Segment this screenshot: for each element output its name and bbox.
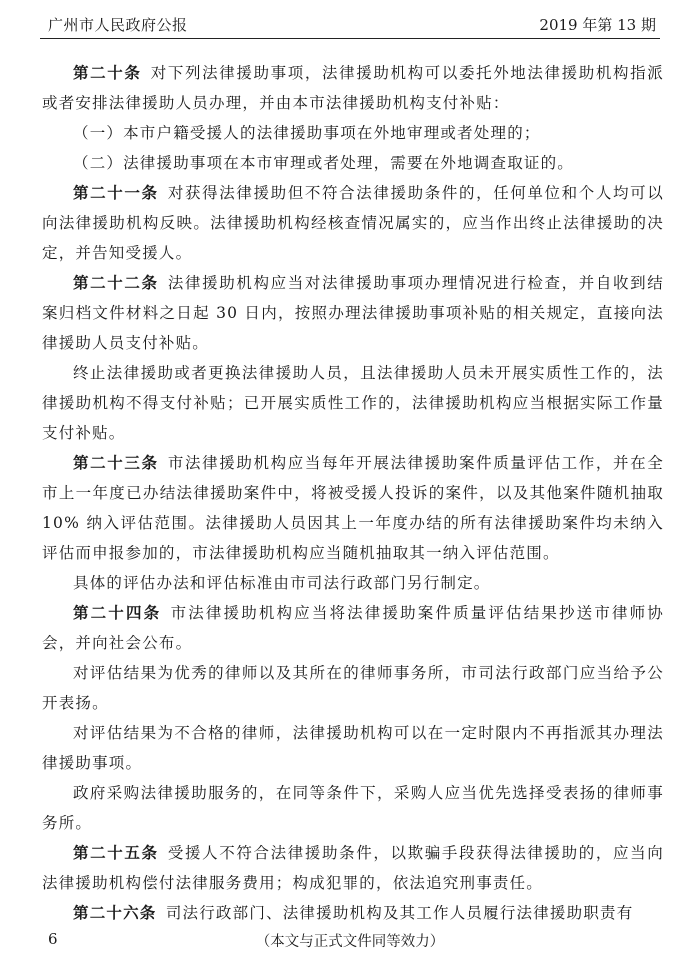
- article-number: 第二十三条: [73, 453, 159, 472]
- paragraph: [42, 718, 664, 778]
- paragraph-text: 司法行政部门、法律援助机构及其工作人员履行法律援助职责有: [165, 904, 634, 922]
- paragraph-text: 对评估结果为优秀的律师以及其所在的律师事务所，市司法行政部门应当给予公开表扬。: [42, 664, 664, 712]
- paragraph-text: 具体的评估办法和评估标准由市司法行政部门另行制定。: [73, 574, 491, 592]
- page-number: 6: [48, 930, 58, 948]
- paragraph-text: 对下列法律援助事项，法律援助机构可以委托外地法律援助机构指派或者安排法律援助人员办理，并由本市法律援助机构支付补贴：: [42, 64, 664, 112]
- paragraph-text: （一）本市户籍受援人的法律援助事项在外地审理或者处理的；: [73, 124, 541, 142]
- paragraph-text: 对评估结果为不合格的律师，法律援助机构可以在一定时限内不再指派其办理法律援助事项。: [42, 724, 664, 772]
- article-number: 第二十五条: [73, 843, 159, 862]
- paragraph: [42, 898, 664, 928]
- paragraph-text: 受援人不符合法律援助条件，以欺骗手段获得法律援助的，应当向法律援助机构偿付法律服务费用；构成犯罪的，依法追究刑事责任。: [42, 844, 664, 892]
- paragraph: [42, 268, 664, 358]
- paragraph: [42, 448, 664, 568]
- article-number: 第二十六条: [73, 903, 157, 922]
- article-number: 第二十二条: [73, 273, 159, 292]
- publication-title: 广州市人民政府公报: [48, 16, 188, 34]
- paragraph-text: 市法律援助机构应当将法律援助案件质量评估结果抄送市律师协会，并向社会公布。: [42, 604, 664, 652]
- page-header: [40, 10, 660, 39]
- paragraph: [42, 58, 664, 118]
- issue-number: 2019 年第 13 期: [539, 16, 656, 34]
- paragraph-text: 对获得法律援助但不符合法律援助条件的，任何单位和个人均可以向法律援助机构反映。法律援助机构经核查情况属实的，应当作出终止法律援助的决定，并告知受援人。: [42, 184, 664, 262]
- article-number: 第二十条: [73, 63, 142, 82]
- paragraph: [42, 148, 664, 178]
- paragraph: [42, 838, 664, 898]
- document-body: [42, 58, 664, 928]
- article-number: 第二十一条: [73, 183, 159, 202]
- article-number: 第二十四条: [73, 603, 162, 622]
- paragraph-text: 市法律援助机构应当每年开展法律援助案件质量评估工作，并在全市上一年度已办结法律援助案件中，将被受援人投诉的案件，以及其他案件随机抽取 10% 纳入评估范围。法律援助人员因其上一年度办结的所有法律援助案件均未纳入评估而申报参加的，市法律援助机构应当随机抽取其一纳入评估范围。: [42, 454, 664, 562]
- paragraph-text: 政府采购法律援助服务的，在同等条件下，采购人应当优先选择受表扬的律师事务所。: [42, 784, 664, 832]
- footer-note: （本文与正式文件同等效力）: [255, 934, 445, 950]
- paragraph: [42, 598, 664, 658]
- paragraph: [42, 778, 664, 838]
- paragraph-text: 终止法律援助或者更换法律援助人员，且法律援助人员未开展实质性工作的，法律援助机构不得支付补贴；已开展实质性工作的，法律援助机构应当根据实际工作量支付补贴。: [42, 364, 664, 442]
- paragraph: [42, 118, 664, 148]
- paragraph: [42, 178, 664, 268]
- paragraph: [42, 568, 664, 598]
- paragraph: [42, 358, 664, 448]
- paragraph-text: 法律援助机构应当对法律援助事项办理情况进行检查，并自收到结案归档文件材料之日起 30 日内，按照办理法律援助事项补贴的相关规定，直接向法律援助人员支付补贴。: [42, 274, 664, 352]
- paragraph: [42, 658, 664, 718]
- paragraph-text: （二）法律援助事项在本市审理或者处理，需要在外地调查取证的。: [73, 154, 575, 172]
